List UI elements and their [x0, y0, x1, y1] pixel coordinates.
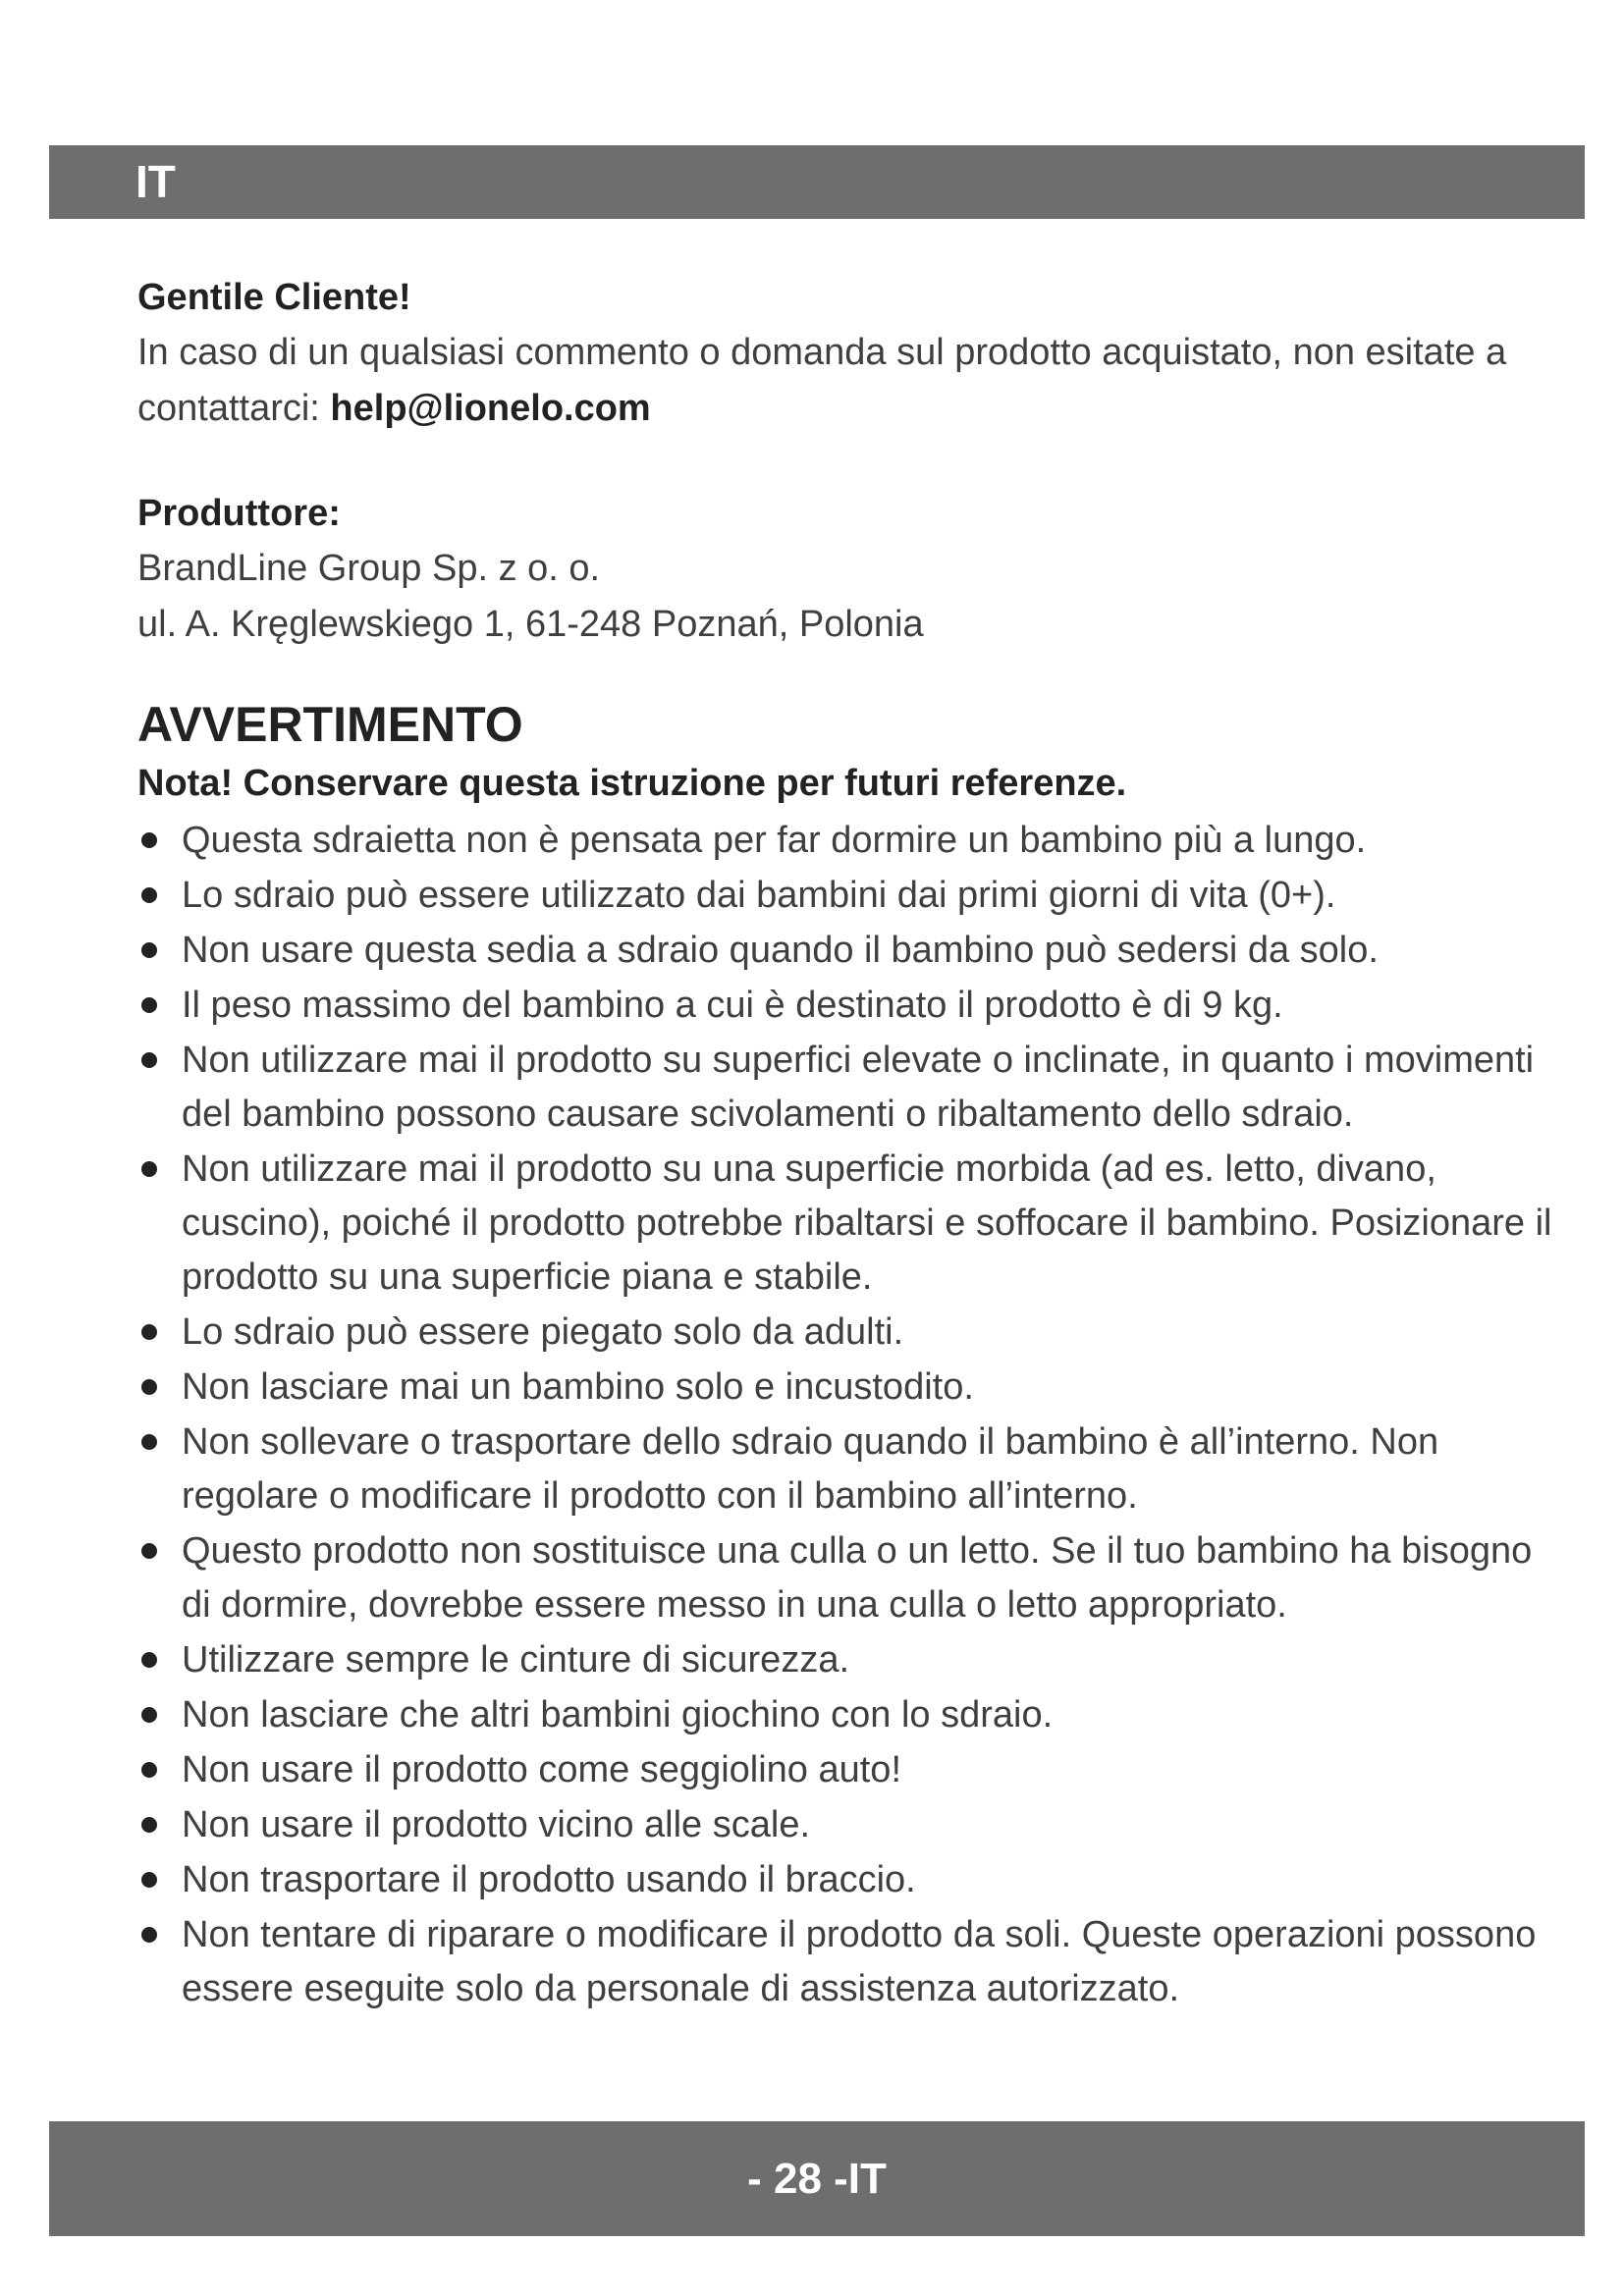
list-item-text: Questo prodotto non sostituisce una culla o un letto. Se il tuo bambino ha bisogno di dormire, dovrebbe essere messo in una culla o letto appropriato. [182, 1530, 1533, 1626]
list-item-text: Non lasciare mai un bambino solo e incustodito. [182, 1366, 974, 1408]
list-item [137, 1143, 1571, 1305]
bullet-icon [141, 1543, 157, 1559]
list-item [137, 1034, 1571, 1142]
list-item [137, 1688, 1571, 1742]
header-bar [49, 145, 1585, 219]
contact-email[interactable]: help@lionelo.com [330, 388, 651, 429]
list-item [137, 869, 1571, 923]
list-item-text: Non sollevare o trasportare dello sdraio quando il bambino è all’interno. Non regolare o modificare il prodotto con il bambino all’interno. [182, 1421, 1439, 1517]
warning-note: Nota! Conservare questa istruzione per futuri referenze. [137, 763, 1127, 804]
list-item-text: Non utilizzare mai il prodotto su una superficie morbida (ad es. letto, divano, cuscino), poiché il prodotto potrebbe ribaltarsi e soffocare il bambino. Posizionare il prodotto su una superficie piana e stabile. [182, 1148, 1552, 1298]
list-item-text: Non tentare di riparare o modificare il prodotto da soli. Queste operazioni possono essere eseguite solo da personale di assistenza autorizzato. [182, 1914, 1537, 2009]
list-item-text: Non utilizzare mai il prodotto su superfici elevate o inclinate, in quanto i movimenti del bambino possono causare scivolamenti o ribaltamento dello sdraio. [182, 1040, 1535, 1135]
greeting-body: In caso di un qualsiasi commento o domanda sul prodotto acquistato, non esitate a contattarci: [137, 332, 1507, 429]
list-item-text: Non trasportare il prodotto usando il braccio. [182, 1859, 916, 1900]
list-item-text: Non lasciare che altri bambini giochino con lo sdraio. [182, 1694, 1054, 1735]
bullet-icon [141, 1324, 157, 1340]
bullet-icon [141, 1379, 157, 1395]
list-item [137, 1524, 1571, 1632]
producer-address: ul. A. Kręglewskiego 1, 61-248 Poznań, Polonia [137, 604, 924, 645]
list-item [137, 1908, 1571, 2016]
bullet-icon [141, 1762, 157, 1778]
warning-section [137, 692, 1571, 2016]
list-item [137, 814, 1571, 868]
language-code: IT [135, 156, 176, 207]
bullet-icon [141, 1872, 157, 1888]
bullet-icon [141, 1161, 157, 1177]
bullet-icon [141, 942, 157, 958]
list-item [137, 1798, 1571, 1852]
bullet-icon [141, 1434, 157, 1450]
list-item-text: Questa sdraietta non è pensata per far dormire un bambino più a lungo. [182, 820, 1367, 861]
list-item-text: Non usare il prodotto come seggiolino auto! [182, 1749, 902, 1790]
warning-title: AVVERTIMENTO [137, 697, 523, 752]
page-number: - 28 -IT [747, 2155, 887, 2203]
list-item [137, 1361, 1571, 1415]
producer-company: BrandLine Group Sp. z o. o. [137, 548, 601, 589]
list-item-text: Lo sdraio può essere piegato solo da adulti. [182, 1311, 904, 1353]
list-item [137, 1633, 1571, 1687]
page-content [137, 270, 1571, 2017]
list-item [137, 1415, 1571, 1523]
greeting-title: Gentile Cliente! [137, 277, 411, 318]
bullet-icon [141, 832, 157, 848]
list-item-text: Il peso massimo del bambino a cui è destinato il prodotto è di 9 kg. [182, 985, 1283, 1026]
list-item-text: Non usare questa sedia a sdraio quando il bambino può sedersi da solo. [182, 930, 1379, 971]
list-item [137, 1853, 1571, 1907]
list-item [137, 924, 1571, 978]
bullet-icon [141, 997, 157, 1013]
warning-list [137, 814, 1571, 2016]
footer-bar [49, 2121, 1585, 2236]
greeting-section [137, 270, 1571, 437]
list-item-text: Utilizzare sempre le cinture di sicurezza. [182, 1639, 850, 1681]
list-item [137, 1306, 1571, 1360]
list-item [137, 1743, 1571, 1797]
bullet-icon [141, 1707, 157, 1723]
list-item-text: Lo sdraio può essere utilizzato dai bambini dai primi giorni di vita (0+). [182, 875, 1336, 916]
producer-section [137, 486, 1571, 653]
list-item [137, 979, 1571, 1033]
list-item-text: Non usare il prodotto vicino alle scale. [182, 1804, 811, 1845]
bullet-icon [141, 1052, 157, 1068]
producer-title: Produttore: [137, 493, 341, 534]
bullet-icon [141, 1652, 157, 1668]
bullet-icon [141, 1817, 157, 1833]
bullet-icon [141, 887, 157, 903]
bullet-icon [141, 1927, 157, 1943]
greeting-text [137, 325, 1571, 437]
